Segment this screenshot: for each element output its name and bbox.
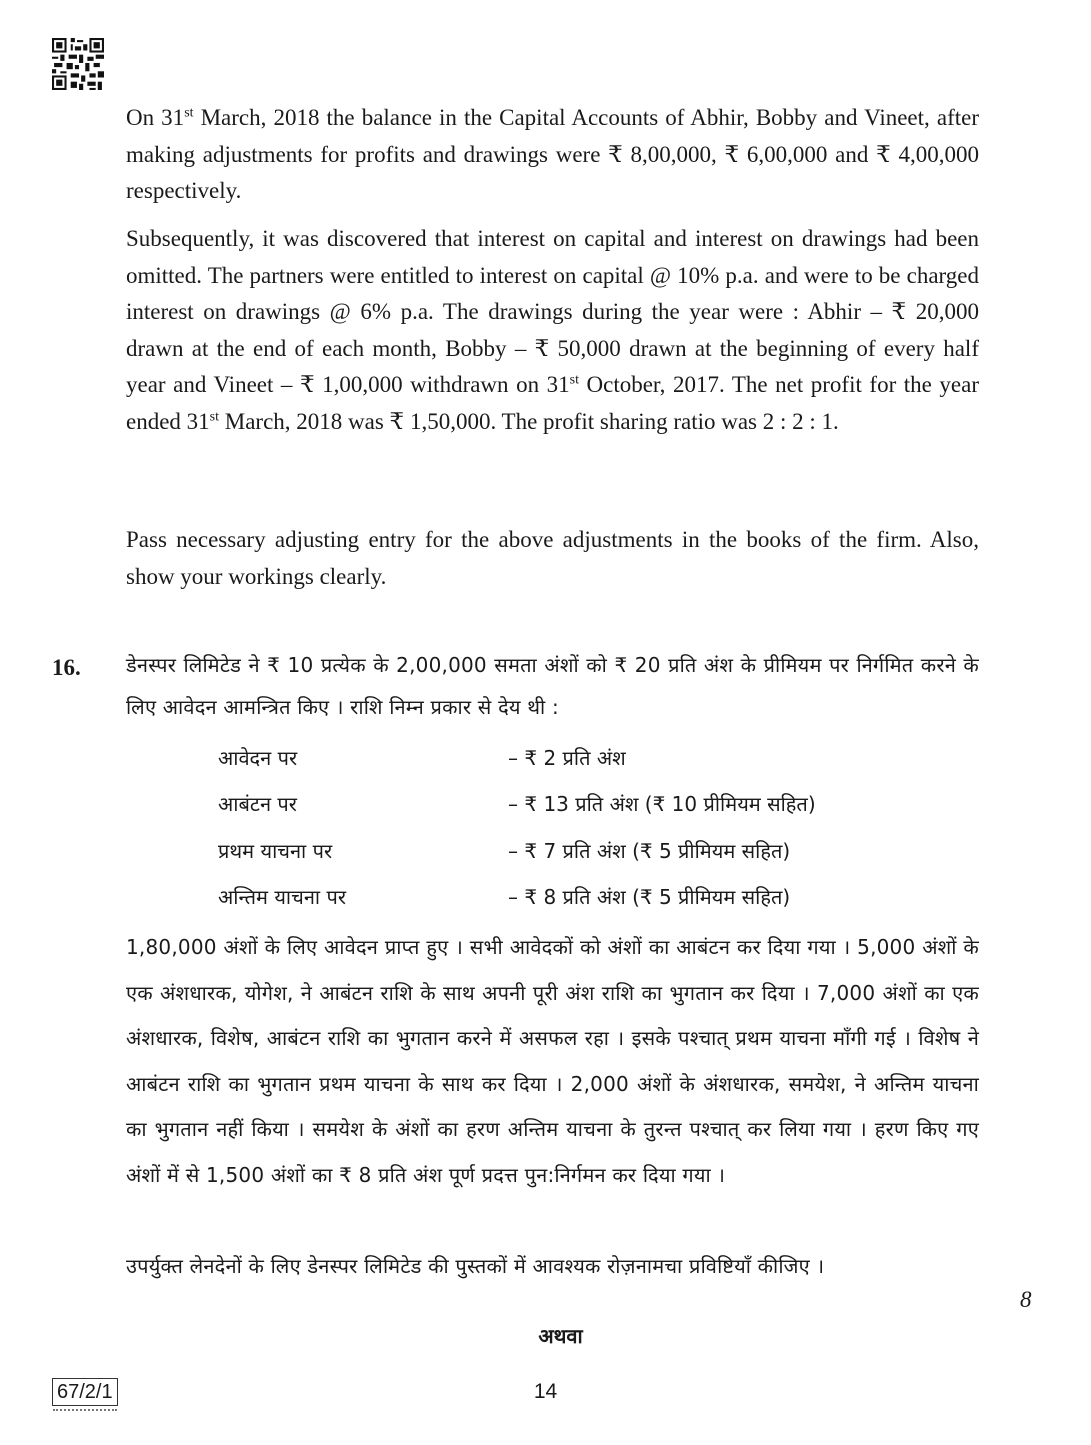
qr-code-icon	[52, 38, 104, 90]
schedule-value: – ₹ 8 प्रति अंश (₹ 5 प्रीमियम सहित)	[508, 885, 791, 910]
schedule-value: – ₹ 7 प्रति अंश (₹ 5 प्रीमियम सहित)	[508, 838, 791, 863]
schedule-row	[218, 874, 938, 921]
paragraph-instruction: Pass necessary adjusting entry for the above adjustments in the books of the firm. Also, show your workings clearly.	[126, 527, 979, 589]
paragraph-capital-balances: On 31st March, 2018 the balance in the Capital Accounts of Abhir, Bobby and Vineet, after making adjustments for profits and drawings were ₹ 8,00,000, ₹ 6,00,000 and ₹ 4,00,000 respectively.	[126, 105, 979, 203]
schedule-label: आवेदन पर	[218, 745, 298, 770]
schedule-label: आबंटन पर	[218, 792, 297, 817]
question-instruction: उपर्युक्त लेनदेनों के लिए डेनस्पर लिमिटेड की पुस्तकों में आवश्यक रोज़नामचा प्रविष्टियाँ कीजिए ।	[126, 1254, 825, 1278]
schedule-label: अन्तिम याचना पर	[218, 885, 346, 910]
schedule-value: – ₹ 13 प्रति अंश (₹ 10 प्रीमियम सहित)	[508, 792, 816, 817]
question-body: 1,80,000 अंशों के लिए आवेदन प्राप्त हुए । सभी आवेदकों को अंशों का आबंटन कर दिया गया । 5,000 अंशों के एक अंशधारक, योगेश, ने आबंटन राशि के साथ अपनी पूरी अंश राशि का भुगतान कर दिया । 7,000 अंशों का एक अंशधारक, विशेष, आबंटन राशि का भुगतान करने में असफल रहा । इसके पश्चात् प्रथम याचना माँगी गई । विशेष ने आबंटन राशि का भुगतान प्रथम याचना के साथ कर दिया । 2,000 अंशों के अंशधारक, समयेश, ने अन्तिम याचना का भुगतान नहीं किया । समयेश के अंशों का हरण अन्तिम याचना के तुरन्त पश्चात् कर लिया गया । हरण किए गए अंशों में से 1,500 अंशों का ₹ 8 प्रति अंश पूर्ण प्रदत्त पुन:निर्गमन कर दिया गया ।	[126, 935, 979, 1187]
payment-schedule	[218, 734, 938, 920]
schedule-row	[218, 734, 938, 781]
schedule-row	[218, 781, 938, 828]
page-number: 14	[533, 1380, 558, 1403]
or-label: अथवा	[538, 1324, 583, 1348]
question-number: 16.	[52, 655, 81, 680]
schedule-label: प्रथम याचना पर	[218, 838, 333, 863]
question-intro: डेनस्पर लिमिटेड ने ₹ 10 प्रत्येक के 2,00,000 समता अंशों को ₹ 20 प्रति अंश के प्रीमियम पर निर्गमित करने के लिए आवेदन आमन्त्रित किए । राशि निम्न प्रकार से देय थी :	[126, 653, 979, 719]
marks-label: 8	[1020, 1287, 1032, 1312]
paragraph-interest-details: Subsequently, it was discovered that interest on capital and interest on drawings had been omitted. The partners were entitled to interest on capital @ 10% p.a. and were to be charged interest on drawings @ 6% p.a. The drawings during the year were : Abhir – ₹ 20,000 drawn at the end of each month, Bobby – ₹ 50,000 drawn at the beginning of every half year and Vineet – ₹ 1,00,000 withdrawn on 31st October, 2017. The net profit for the year ended 31st March, 2018 was ₹ 1,50,000. The profit sharing ratio was 2 : 2 : 1.	[126, 226, 979, 434]
paper-code: 67/2/1	[52, 1378, 118, 1406]
schedule-value: – ₹ 2 प्रति अंश	[508, 745, 626, 770]
schedule-row	[218, 827, 938, 874]
